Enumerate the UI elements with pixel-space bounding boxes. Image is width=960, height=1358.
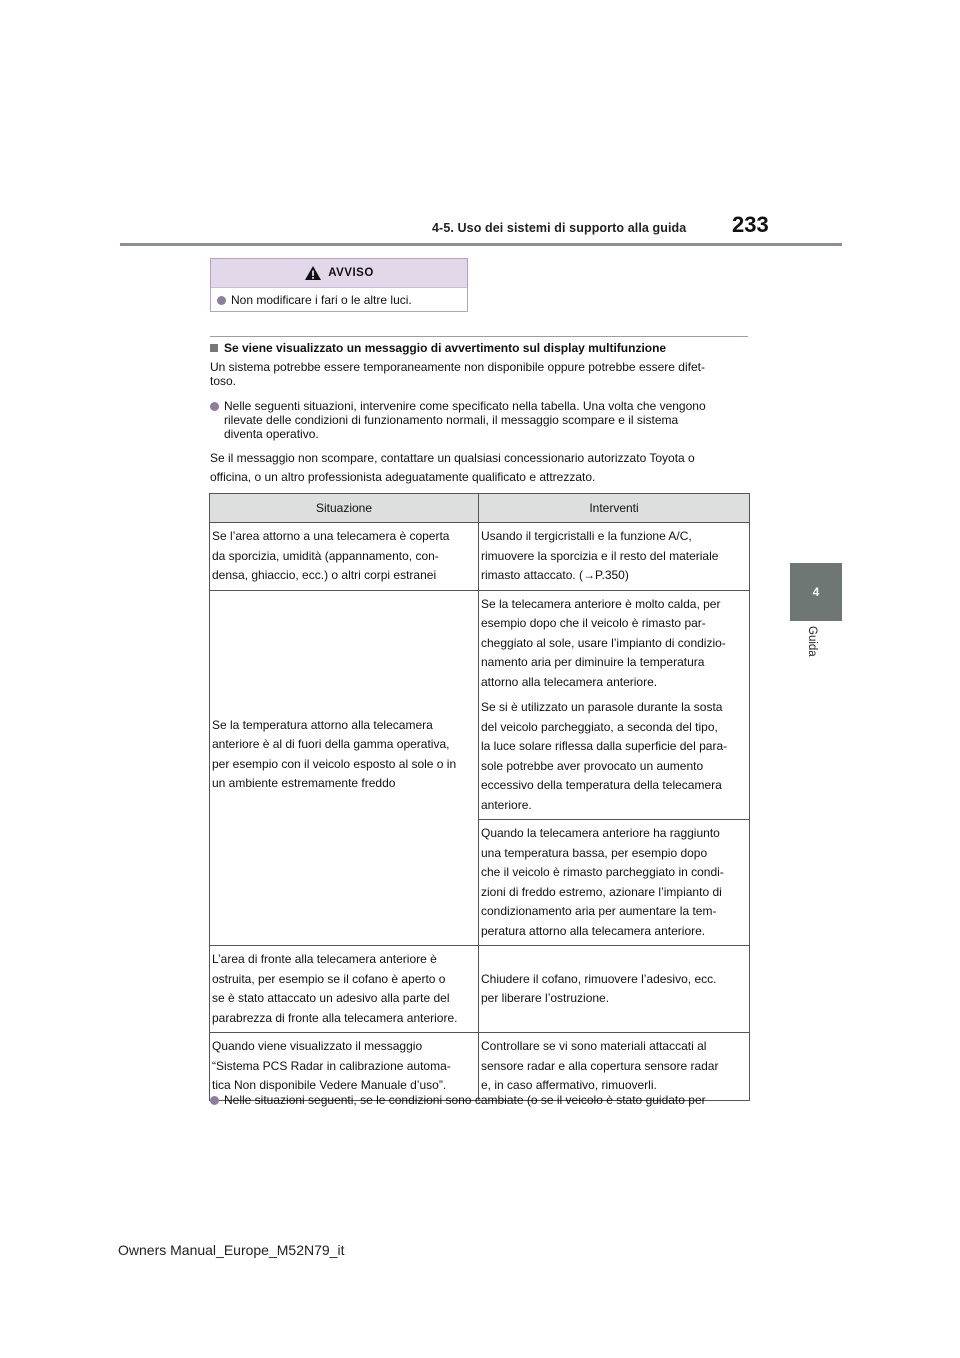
action-text: Controllare se vi sono materiali attaccati al sensore radar e alla copertura sensore radar e, in caso affermativo, rimuoverli. [481,1039,719,1092]
intro-paragraph: Un sistema potrebbe essere temporaneamente non disponibile oppure potrebbe essere difet- toso. [210,360,705,388]
action-text: Chiudere il cofano, rimuovere l’adesivo, ecc. per liberare l’ostruzione. [481,971,717,1005]
header-situation: Situazione [210,494,479,523]
section-heading [210,341,748,355]
note-line-2: officina, o un altro professionista adeguatamente qualificato e attrezzato. [210,470,596,484]
warning-triangle-icon [304,265,322,281]
chapter-number: 4 [812,585,820,599]
bottom-bullet-paragraph [210,1093,748,1107]
bullet-paragraph-text: Nelle seguenti situazioni, intervenire come specificato nella tabella. Una volta che vengono rilevate delle condizioni di funzionamento normali, il messaggio scompare e il sistema diventa operativo. [224,399,706,441]
action-cell [479,946,750,1033]
situations-table [209,493,750,1101]
section-heading-text: Se viene visualizzato un messaggio di avvertimento sul display multifunzione [224,341,667,355]
action-cell [479,820,750,946]
situation-text: Se l’area attorno a una telecamera è coperta da sporcizia, umidità (appannamento, con- densa, ghiaccio, ecc.) o altri corpi estranei [212,529,450,582]
table-row [210,590,750,820]
footer-manual-id: Owners Manual_Europe_M52N79_it [118,1242,345,1258]
situation-cell [210,523,479,591]
situation-text: L’area di fronte alla telecamera anteriore è ostruita, per esempio se il cofano è aperto o se è stato attaccato un adesivo alla parte del parabrezza di fronte alla telecamera anteriore. [212,952,458,1025]
bullet-icon [210,402,219,411]
action-cell [479,590,750,820]
section-divider [210,336,748,337]
situation-text: Quando viene visualizzato il messaggio “Sistema PCS Radar in calibrazione automa- tica Non disponibile Vedere Manuale d’uso”. [212,1039,451,1092]
situation-cell [210,590,479,946]
note-line-1: Se il messaggio non scompare, contattare un qualsiasi concessionario autorizzato Toyota o [210,451,695,465]
section-title: 4-5. Uso dei sistemi di supporto alla guida [432,221,687,235]
situation-cell [210,946,479,1033]
table-header-row [210,494,750,523]
warning-title: AVVISO [328,267,374,279]
action-text: Usando il tergicristalli e la funzione A/C, rimuovere la sporcizia e il resto del materiale rimasto attaccato. (→P.350) [481,529,719,582]
bullet-icon [217,296,226,305]
bullet-paragraph [210,399,748,441]
situation-cell [210,1033,479,1101]
square-bullet-icon [210,344,218,352]
table-row [210,1033,750,1101]
bottom-bullet-text: Nelle situazioni seguenti, se le condizioni sono cambiate (o se il veicolo è stato guidato per [224,1093,706,1107]
warning-header [211,259,467,288]
page-number: 233 [732,212,769,237]
warning-item [211,288,467,312]
action-cell [479,1033,750,1101]
chapter-tab[interactable] [790,563,842,621]
chapter-label [790,626,842,666]
action-cell [479,523,750,591]
warning-box [210,258,468,312]
table-row [210,946,750,1033]
header-interventions: Interventi [479,494,750,523]
bullet-icon [210,1096,219,1105]
header-rule [120,243,842,246]
situation-text: Se la temperatura attorno alla telecamera anteriore è al di fuori della gamma operativa, per esempio con il veicolo esposto al sole o in un ambiente estremamente freddo [212,717,457,791]
action-text: Se la telecamera anteriore è molto calda, per esempio dopo che il veicolo è rimasto par- cheggiato al sole, usare l’impianto di condizio- namento aria per diminuire la temperatura attorno alla telecamera anteriore. [481,596,726,689]
warning-item-text: Non modificare i fari o le altre luci. [231,293,412,307]
table-row [210,523,750,591]
action-text: Quando la telecamera anteriore ha raggiunto una temperatura bassa, per esempio dopo che il veicolo è rimasto parcheggiato in condi- zioni di freddo estremo, azionare l’impianto di condizionamento aria per aumentare la tem- peratura attorno alla telecamera anteriore. [481,826,724,938]
chapter-label-text: Guida [806,626,818,657]
action-text: Se si è utilizzato un parasole durante la sosta del veicolo parcheggiato, a seconda del tipo, la luce solare riflessa dalla superficie del para- sole potrebbe aver provocato un aumento eccessivo della temperatura della telecamera anteriore. [481,700,728,812]
